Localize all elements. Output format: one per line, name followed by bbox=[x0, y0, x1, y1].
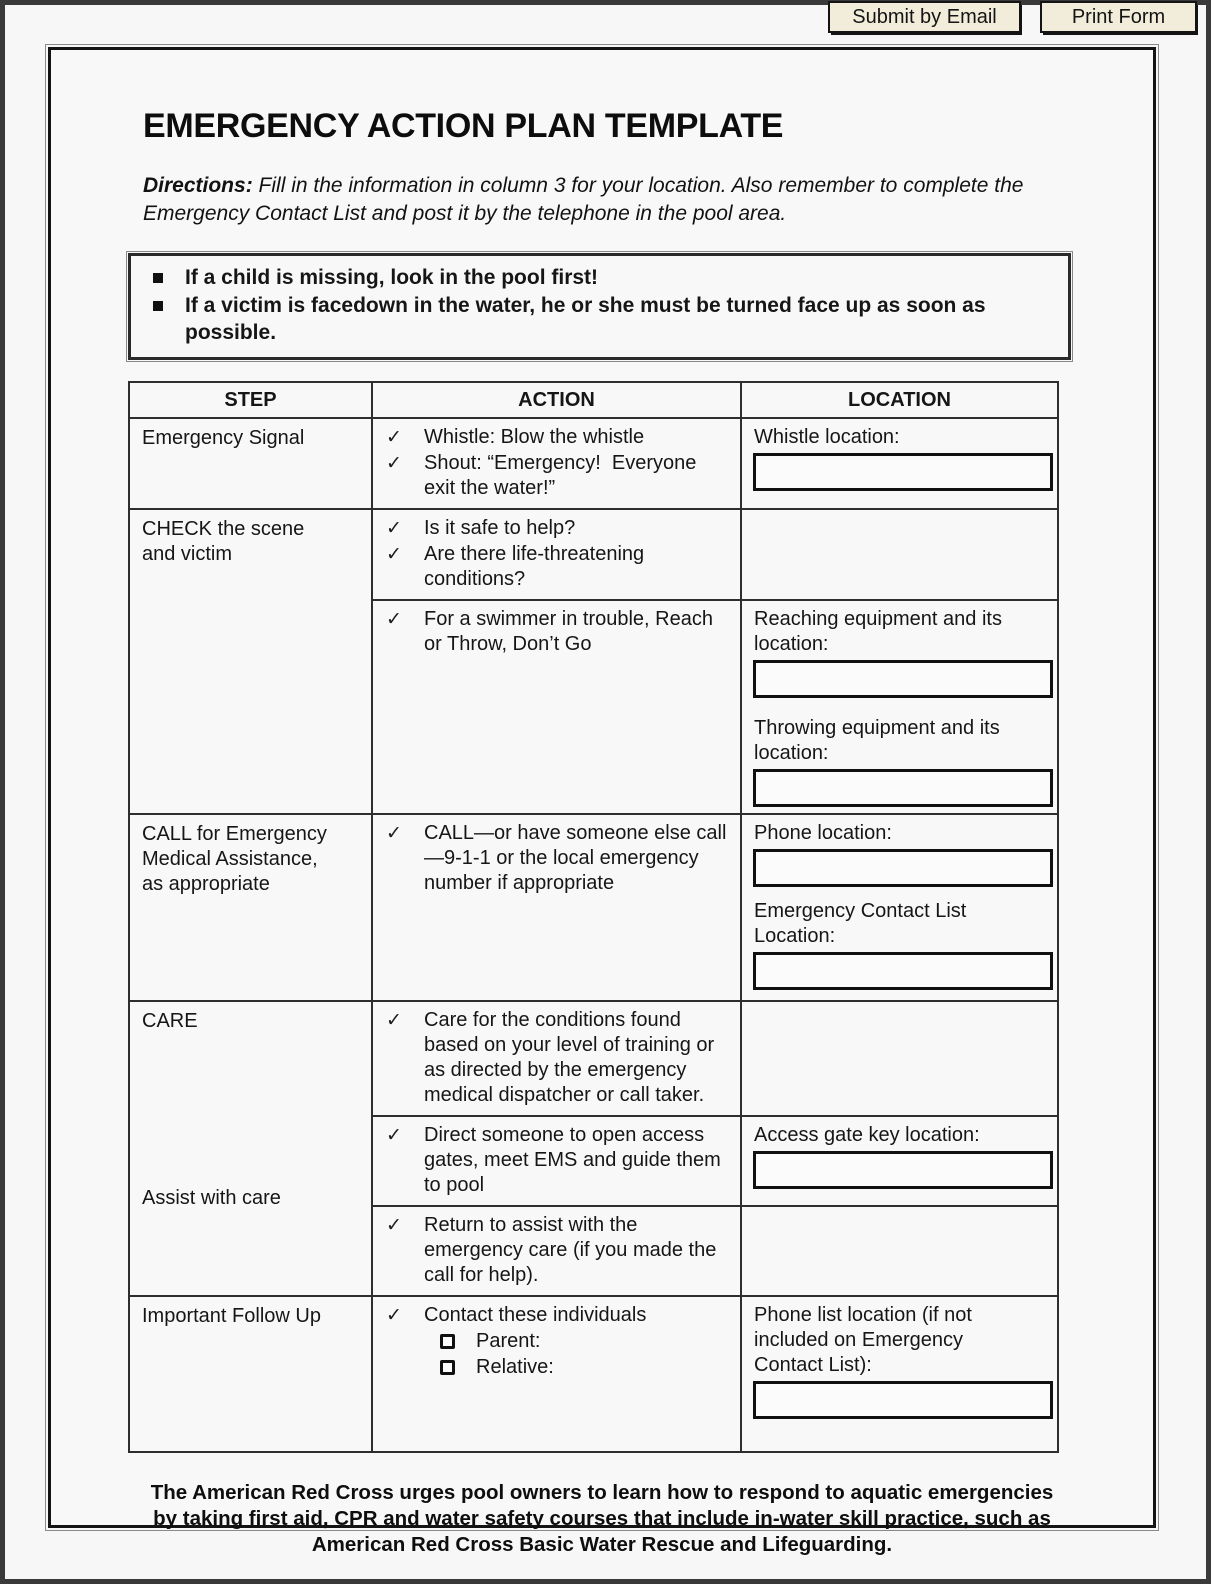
action-text: Contact these individuals bbox=[424, 1304, 647, 1326]
table-row bbox=[129, 1296, 1058, 1452]
location-label: Phone location: bbox=[754, 822, 892, 844]
location-cell bbox=[741, 1296, 1058, 1452]
step-cell-emergency-signal bbox=[129, 418, 372, 509]
location-cell bbox=[741, 1116, 1058, 1206]
directions-text: Fill in the information in column 3 for your location. Also remember to complete the Emergency Contact List and post it by the telephone in the pool area. bbox=[143, 174, 1024, 225]
action-text: Return to assist with the emergency care (if you made the call for help). bbox=[424, 1214, 722, 1286]
location-cell-empty bbox=[741, 1206, 1058, 1296]
directions bbox=[143, 172, 1058, 228]
page-title: EMERGENCY ACTION PLAN TEMPLATE bbox=[143, 107, 784, 145]
action-cell bbox=[372, 418, 741, 509]
location-label: Reaching equipment and its location: bbox=[754, 608, 1002, 655]
action-text: Whistle: Blow the whistle bbox=[424, 426, 645, 448]
action-cell bbox=[372, 600, 741, 814]
square-bullet-icon bbox=[153, 301, 163, 311]
step-cell-follow-up bbox=[129, 1296, 372, 1452]
step-label: Emergency Signal bbox=[142, 427, 305, 449]
column-header-action: ACTION bbox=[372, 382, 741, 418]
parent-checkbox-label: Parent: bbox=[476, 1330, 541, 1352]
location-cell-empty bbox=[741, 1001, 1058, 1116]
location-label: Emergency Contact List Location: bbox=[754, 900, 967, 947]
check-icon: ✓ bbox=[386, 427, 402, 448]
warning-item bbox=[143, 264, 1054, 292]
step-label: CHECK the scene and victim bbox=[142, 518, 305, 565]
action-cell bbox=[372, 814, 741, 1001]
action-text: Direct someone to open access gates, meet EMS and guide them to pool bbox=[424, 1124, 727, 1196]
warning-box bbox=[128, 253, 1071, 360]
check-icon: ✓ bbox=[386, 518, 402, 539]
table-row bbox=[129, 1001, 1058, 1116]
location-label: Throwing equipment and its location: bbox=[754, 717, 1000, 764]
action-text: Are there life-threatening conditions? bbox=[424, 543, 650, 590]
action-text: Is it safe to help? bbox=[424, 517, 576, 539]
access-gate-key-location-input[interactable] bbox=[753, 1151, 1053, 1189]
table-header-row bbox=[129, 382, 1058, 418]
square-bullet-icon bbox=[153, 273, 163, 283]
warning-text: If a child is missing, look in the pool first! bbox=[185, 265, 599, 289]
check-icon: ✓ bbox=[386, 1010, 402, 1031]
action-cell bbox=[372, 1296, 741, 1452]
step-label-assist-with-care: Assist with care bbox=[142, 1187, 281, 1209]
check-icon: ✓ bbox=[386, 1215, 402, 1236]
table-row bbox=[129, 509, 1058, 600]
directions-label: Directions: bbox=[143, 174, 253, 197]
print-form-button[interactable]: Print Form bbox=[1040, 1, 1197, 33]
document-frame bbox=[48, 47, 1156, 1557]
action-text: For a swimmer in trouble, Reach or Throw, Don’t Go bbox=[424, 608, 719, 655]
reaching-equipment-location-input[interactable] bbox=[753, 660, 1053, 698]
table-row bbox=[129, 814, 1058, 1001]
action-cell bbox=[372, 509, 741, 600]
action-text: CALL—or have someone else call—9-1-1 or the local emergency number if appropriate bbox=[424, 822, 727, 894]
phone-location-input[interactable] bbox=[753, 849, 1053, 887]
phone-list-location-input[interactable] bbox=[753, 1381, 1053, 1419]
action-cell bbox=[372, 1206, 741, 1296]
check-icon: ✓ bbox=[386, 823, 402, 844]
location-cell bbox=[741, 418, 1058, 509]
step-cell-care bbox=[129, 1001, 372, 1296]
location-cell bbox=[741, 814, 1058, 1001]
whistle-location-input[interactable] bbox=[753, 453, 1053, 491]
table-row bbox=[129, 418, 1058, 509]
check-icon: ✓ bbox=[386, 453, 402, 474]
warning-text: If a victim is facedown in the water, he or she must be turned face up as soon as possible. bbox=[185, 293, 986, 345]
step-label: CARE bbox=[142, 1010, 198, 1032]
relative-checkbox[interactable] bbox=[440, 1360, 455, 1375]
step-label: CALL for Emergency Medical Assistance, as appropriate bbox=[142, 823, 327, 895]
check-icon: ✓ bbox=[386, 544, 402, 565]
warning-item bbox=[143, 292, 1054, 347]
emergency-action-plan-table bbox=[128, 381, 1059, 1453]
footer-note: The American Red Cross urges pool owners to learn how to respond to aquatic emergencies by taking first aid, CPR and water safety courses that include in-water skill practice, such as American Red Cross Basic Water Rescue and Lifeguarding. bbox=[150, 1481, 1054, 1557]
location-label: Phone list location (if not included on Emergency Contact List): bbox=[754, 1304, 972, 1376]
action-cell bbox=[372, 1116, 741, 1206]
throwing-equipment-location-input[interactable] bbox=[753, 769, 1053, 807]
location-label: Access gate key location: bbox=[754, 1124, 980, 1146]
action-text: Shout: “Emergency! Everyone exit the water!” bbox=[424, 452, 702, 499]
action-text: Care for the conditions found based on your level of training or as directed by the emergency medical dispatcher or call taker. bbox=[424, 1009, 720, 1106]
action-cell bbox=[372, 1001, 741, 1116]
location-label: Whistle location: bbox=[754, 426, 900, 448]
parent-checkbox[interactable] bbox=[440, 1334, 455, 1349]
submit-by-email-button[interactable]: Submit by Email bbox=[828, 1, 1021, 33]
check-icon: ✓ bbox=[386, 609, 402, 630]
step-cell-call-ems bbox=[129, 814, 372, 1001]
check-icon: ✓ bbox=[386, 1305, 402, 1326]
relative-checkbox-label: Relative: bbox=[476, 1356, 554, 1378]
location-cell-empty bbox=[741, 509, 1058, 600]
column-header-location: LOCATION bbox=[741, 382, 1058, 418]
emergency-contact-list-location-input[interactable] bbox=[753, 952, 1053, 990]
check-icon: ✓ bbox=[386, 1125, 402, 1146]
step-label: Important Follow Up bbox=[142, 1305, 321, 1327]
column-header-step: STEP bbox=[129, 382, 372, 418]
step-cell-check-scene bbox=[129, 509, 372, 814]
location-cell bbox=[741, 600, 1058, 814]
